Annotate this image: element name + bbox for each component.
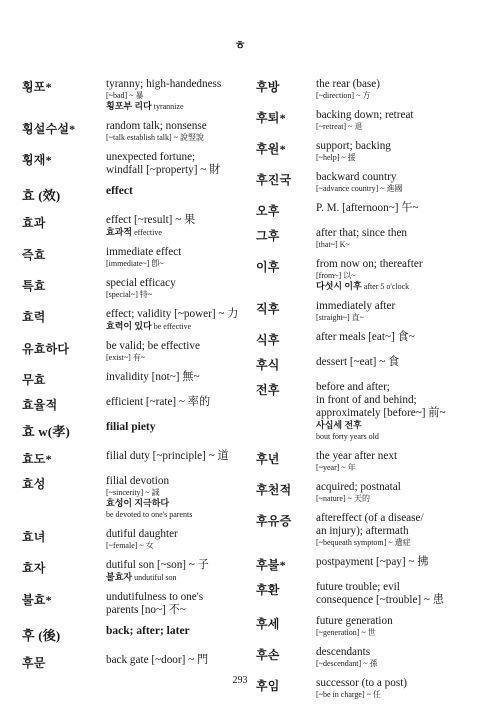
dictionary-entry — [256, 258, 470, 292]
entry-definition — [106, 591, 240, 617]
page-header: ㅎ — [234, 38, 246, 52]
definition-line: after that; since then — [316, 227, 408, 239]
definition-line: random talk; nonsense — [106, 120, 207, 132]
example-english: undutiful son — [134, 573, 177, 582]
example-phrase — [316, 420, 470, 431]
entry-headword: 오후 — [256, 204, 280, 218]
entry-headword: 전후 — [256, 383, 280, 397]
example-phrase — [106, 509, 240, 520]
entry-headword: 무효 — [22, 373, 46, 387]
entry-definition — [316, 140, 470, 163]
entry-definition — [316, 512, 470, 548]
entry-headword: 후진국 — [256, 173, 292, 187]
entry-definition — [106, 185, 240, 198]
entry-definition — [316, 300, 470, 323]
etymology-note: [~be in charge] ~ 任 — [316, 690, 381, 699]
definition-line: backward country — [316, 171, 397, 183]
dictionary-entry — [256, 300, 470, 323]
dictionary-entry — [256, 140, 470, 163]
etymology-note: [that~] K~ — [316, 240, 350, 249]
entry-headword: 효성 — [22, 477, 46, 491]
definition-line: acquired; postnatal — [316, 481, 401, 493]
definition-line: filial piety — [106, 421, 156, 433]
entry-headword: 즉효 — [22, 248, 46, 262]
definition-line: special efficacy — [106, 277, 176, 289]
page-number: 293 — [232, 675, 248, 686]
entry-definition — [106, 421, 240, 434]
definition-line: undutifulness to one's — [106, 591, 204, 603]
entry-headword: 효율적 — [22, 398, 58, 412]
definition-line: future trouble; evil — [316, 581, 400, 593]
definition-line: an injury); aftermath — [316, 525, 409, 537]
entry-definition — [316, 615, 470, 638]
etymology-note: [~generation] ~ 世 — [316, 628, 376, 637]
entry-definition — [106, 308, 240, 332]
example-korean: 효과적 — [106, 227, 133, 237]
definition-line: descendants — [316, 646, 371, 658]
dictionary-entry — [22, 120, 240, 143]
entry-definition — [106, 277, 240, 300]
definition-line: immediately after — [316, 300, 396, 312]
definition-line: support; backing — [316, 140, 391, 152]
entry-definition — [316, 202, 470, 215]
dictionary-entry — [22, 591, 240, 617]
definition-line: after meals [eat~] 食~ — [316, 331, 415, 343]
etymology-note: [~bequeath symptom] ~ 遺症 — [316, 538, 411, 547]
dictionary-entry — [22, 625, 240, 644]
definition-line: dessert [~eat] ~ 食 — [316, 356, 400, 368]
entry-definition — [316, 381, 470, 442]
dictionary-entry — [22, 308, 240, 332]
dictionary-entry — [22, 277, 240, 300]
example-english: tyrannize — [153, 102, 184, 111]
dictionary-entry — [22, 654, 240, 671]
entry-definition — [316, 481, 470, 504]
entry-headword: 효 (效) — [22, 188, 61, 203]
entry-headword: 식후 — [256, 333, 280, 347]
example-korean: 불효자 — [106, 572, 133, 582]
entry-headword: 유효하다 — [22, 342, 70, 356]
entry-definition — [316, 581, 470, 607]
dictionary-entry — [256, 450, 470, 473]
example-korean: 횡포부 리다 — [106, 101, 152, 111]
definition-line: the rear (base) — [316, 78, 380, 90]
entry-headword: 후식 — [256, 358, 280, 372]
dictionary-entry — [256, 356, 470, 373]
left-column — [22, 78, 240, 679]
definition-line: effect — [106, 185, 133, 197]
entry-headword: 효 w(孝) — [22, 424, 71, 439]
dictionary-entry — [22, 421, 240, 440]
example-phrase — [106, 101, 240, 112]
etymology-note: [~female] ~ 女 — [106, 541, 154, 550]
example-english: after 5 o'clock — [363, 282, 410, 291]
definition-line: effect [~result] ~ 果 — [106, 214, 196, 226]
entry-headword: 횡포* — [22, 80, 52, 94]
definition-line: immediate effect — [106, 246, 182, 258]
entry-headword: 그후 — [256, 229, 280, 243]
dictionary-entry — [256, 171, 470, 194]
entry-definition — [106, 340, 240, 363]
entry-headword: 후원* — [256, 142, 286, 156]
dictionary-entry — [22, 185, 240, 204]
entry-headword: 후문 — [22, 656, 46, 670]
definition-line: dutiful son [~son] ~ 子 — [106, 559, 209, 571]
dictionary-entry — [22, 246, 240, 269]
dictionary-entry — [256, 381, 470, 442]
dictionary-entry — [256, 202, 470, 219]
dictionary-entry — [22, 475, 240, 520]
example-phrase — [106, 572, 240, 583]
entry-headword: 효과 — [22, 216, 46, 230]
entry-definition — [106, 625, 240, 638]
etymology-note: [~talk establish talk] ~ 說竪說 — [106, 133, 204, 142]
entry-definition — [106, 559, 240, 583]
example-english: effective — [134, 228, 162, 237]
etymology-note: [~retreat] ~ 退 — [316, 122, 363, 131]
entry-headword: 후년 — [256, 452, 280, 466]
entry-definition — [316, 78, 470, 101]
entry-definition — [106, 214, 240, 238]
dictionary-entry — [22, 340, 240, 363]
entry-definition — [316, 227, 470, 250]
entry-definition — [316, 109, 470, 132]
example-korean: 효력이 있다 — [106, 321, 152, 331]
entry-definition — [316, 556, 470, 569]
entry-definition — [316, 450, 470, 473]
definition-line: invalidity [not~] 無~ — [106, 371, 200, 383]
example-english: bout forty years old — [316, 432, 379, 441]
example-korean: 사십세 전후 — [316, 420, 362, 430]
definition-line: back gate [~door] ~ 門 — [106, 654, 209, 666]
dictionary-entry — [22, 371, 240, 388]
entry-definition — [106, 528, 240, 551]
dictionary-entry — [256, 78, 470, 101]
definition-line: tyranny; high-handedness — [106, 78, 222, 90]
etymology-note: [exist~] 有~ — [106, 353, 146, 362]
entry-headword: 불효* — [22, 593, 52, 607]
entry-headword: 이후 — [256, 260, 280, 274]
definition-line: unexpected fortune; — [106, 151, 196, 163]
definition-line: consequence [~trouble] ~ 患 — [316, 594, 444, 606]
etymology-note: [~direction] ~ 方 — [316, 91, 371, 100]
entry-headword: 효자 — [22, 561, 46, 575]
definition-line: from now on; thereafter — [316, 258, 423, 270]
etymology-note: [immediate~] 卽~ — [106, 259, 164, 268]
example-phrase — [106, 498, 240, 509]
definition-line: approximately [before~] 前~ — [316, 407, 446, 419]
entry-headword: 효녀 — [22, 530, 46, 544]
example-english: be devoted to one's parents — [106, 510, 193, 519]
definition-line: the year after next — [316, 450, 398, 462]
dictionary-entry — [22, 528, 240, 551]
etymology-note: [~nature] ~ 天的 — [316, 494, 370, 503]
dictionary-entry — [22, 78, 240, 112]
entry-headword: 후불* — [256, 558, 286, 572]
entry-headword: 효력 — [22, 310, 46, 324]
entry-definition — [106, 475, 240, 520]
definition-line: in front of and behind; — [316, 394, 417, 406]
entry-definition — [106, 396, 240, 409]
entry-definition — [316, 356, 470, 369]
entry-headword: 후환 — [256, 583, 280, 597]
definition-line: postpayment [~pay] ~ 拂 — [316, 556, 429, 568]
definition-line: filial duty [~principle] ~ 道 — [106, 450, 229, 462]
entry-headword: 특효 — [22, 279, 46, 293]
example-korean: 다섯시 이후 — [316, 281, 362, 291]
definition-line: P. M. [afternoon~] 午~ — [316, 202, 419, 214]
dictionary-entry — [256, 581, 470, 607]
entry-headword: 후천적 — [256, 483, 292, 497]
entry-definition — [106, 654, 240, 667]
example-phrase — [106, 321, 240, 332]
etymology-note: [from~] 以~ — [316, 271, 356, 280]
example-phrase — [316, 281, 470, 292]
entry-headword: 직후 — [256, 302, 280, 316]
entry-headword: 효도* — [22, 452, 52, 466]
entry-headword: 후방 — [256, 80, 280, 94]
etymology-note: [straight~] 直~ — [316, 313, 364, 322]
etymology-note: [~help] ~ 援 — [316, 153, 356, 162]
definition-line: windfall [~property] ~ 財 — [106, 164, 221, 176]
example-phrase — [106, 227, 240, 238]
entry-headword: 후손 — [256, 648, 280, 662]
dictionary-entry — [22, 559, 240, 583]
entry-headword: 후임 — [256, 679, 280, 693]
entry-definition — [106, 246, 240, 269]
entry-headword: 횡설수설* — [22, 122, 76, 136]
etymology-note: [~descendant] ~ 孫 — [316, 659, 378, 668]
entry-headword: 후 (後) — [22, 628, 61, 643]
definition-line: successor (to a post) — [316, 677, 408, 689]
entry-definition — [106, 450, 240, 463]
definition-line: future generation — [316, 615, 393, 627]
dictionary-entry — [256, 481, 470, 504]
definition-line: dutiful daughter — [106, 528, 178, 540]
entry-definition — [106, 151, 240, 177]
entry-definition — [316, 646, 470, 669]
dictionary-entry — [22, 214, 240, 238]
definition-line: aftereffect (of a disease/ — [316, 512, 424, 524]
definition-line: back; after; later — [106, 625, 190, 637]
entry-definition — [106, 371, 240, 384]
dictionary-entry — [22, 151, 240, 177]
etymology-note: [~sincerity] ~ 誠 — [106, 488, 160, 497]
dictionary-entry — [256, 331, 470, 348]
dictionary-entry — [256, 109, 470, 132]
definition-line: parents [no~] 不~ — [106, 604, 186, 616]
dictionary-entry — [22, 396, 240, 413]
etymology-note: [~year] ~ 年 — [316, 463, 356, 472]
example-korean: 효성이 지극하다 — [106, 498, 170, 508]
definition-line: effect; validity [~power] ~ 力 — [106, 308, 239, 320]
definition-line: efficient [~rate] ~ 率的 — [106, 396, 211, 408]
dictionary-entry — [256, 227, 470, 250]
etymology-note: [~bad] ~ 暴 — [106, 91, 144, 100]
definition-line: before and after; — [316, 381, 390, 393]
entry-headword: 후유증 — [256, 514, 292, 528]
entry-definition — [106, 78, 240, 112]
dictionary-entry — [256, 646, 470, 669]
definition-line: be valid; be effective — [106, 340, 200, 352]
dictionary-entry — [256, 615, 470, 638]
entry-headword: 횡재* — [22, 153, 52, 167]
etymology-note: [special~] 特~ — [106, 290, 153, 299]
dictionary-entry — [22, 450, 240, 467]
entry-definition — [316, 331, 470, 344]
definition-line: backing down; retreat — [316, 109, 414, 121]
dictionary-entry — [256, 512, 470, 548]
definition-line: filial devotion — [106, 475, 170, 487]
entry-headword: 후퇴* — [256, 111, 286, 125]
example-english: be effective — [153, 322, 192, 331]
right-column — [256, 78, 470, 708]
dictionary-entry — [256, 556, 470, 573]
example-phrase — [316, 431, 470, 442]
entry-definition — [106, 120, 240, 143]
entry-definition — [316, 258, 470, 292]
entry-headword: 후세 — [256, 617, 280, 631]
entry-definition — [316, 171, 470, 194]
etymology-note: [~advance country] ~ 進國 — [316, 184, 403, 193]
